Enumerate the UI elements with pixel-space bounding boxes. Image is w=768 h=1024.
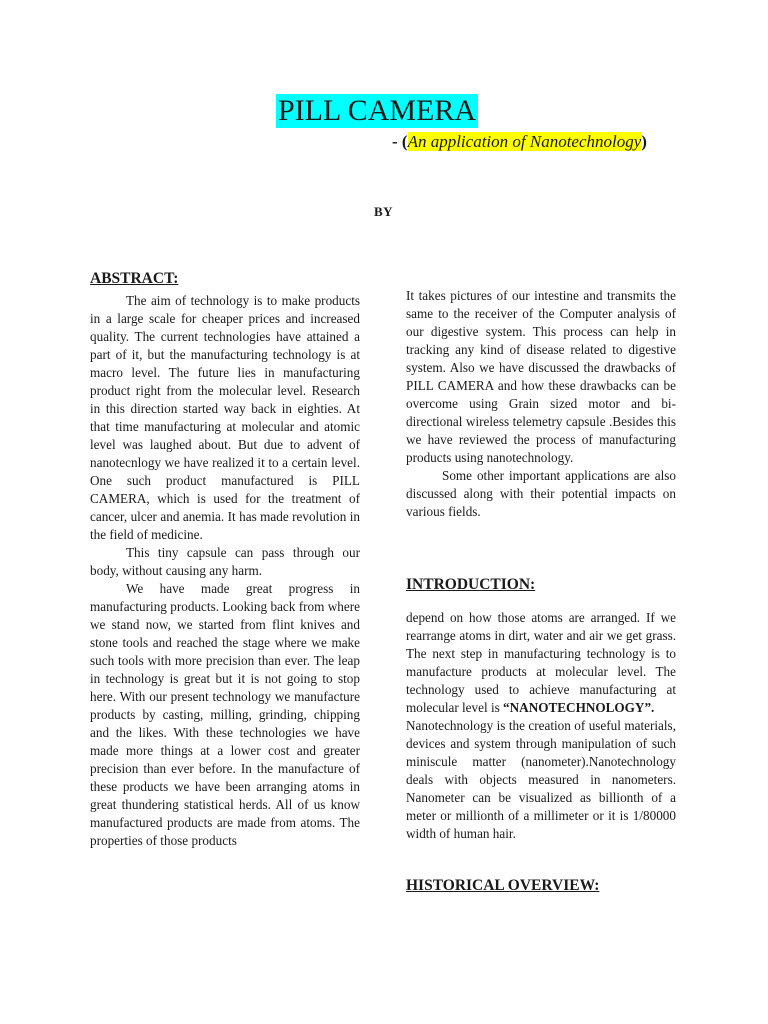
subtitle-highlight: An application of Nanotechnology [407, 132, 642, 151]
left-column [90, 292, 360, 850]
author-by-label: BY [374, 204, 394, 219]
introduction-text: depend on how those atoms are arranged. If we rearrange atoms in dirt, water and air we get grass. The next step in manufacturing technology is to manufacture products at molecular level. The technology used to achieve manufacturing at molecular level is [406, 610, 676, 715]
abstract-paragraph: This tiny capsule can pass through our body, without causing any harm. [90, 545, 360, 578]
subtitle-open: - ( [392, 132, 408, 151]
introduction-heading: INTRODUCTION: [406, 576, 536, 593]
introduction-paragraph-2: Nanotechnology is the creation of useful materials, devices and system through manipulation of such miniscule matter (nanometer).Nanotechnology deals with objects measured in nanometers. Nanometer can be visualized as billionth of a meter or millionth of a millimeter or it is 1/80000 width of human hair. [406, 718, 676, 841]
nanotechnology-keyword: “NANOTECHNOLOGY”. [503, 700, 655, 715]
abstract-heading: ABSTRACT: [90, 270, 179, 287]
abstract-paragraph: We have made great progress in manufacturing products. Looking back from where we stand now, we started from flint knives and stone tools and reached the stage where we make such tools with more precision than ever. The leap in technology is great but it is not going to stop here. With our present technology we manufacture products by casting, milling, grinding, chipping and the likes. With these technologies we have made more things at a lower cost and greater precision than ever before. In the manufacture of these products we have been arranging atoms in great thundering statistical herds. All of us know manufactured products are made from atoms. The properties of those products [90, 581, 360, 848]
document-title: PILL CAMERA [278, 94, 477, 127]
abstract-paragraph: The aim of technology is to make products in a large scale for cheaper prices and increased quality. The current technologies have attained a part of it, but the manufacturing technology is at macro level. The future lies in manufacturing product right from the molecular level. Research in this direction started way back in eighties. At that time manufacturing at molecular and atomic level was laughed about. But due to advent of nanotecnlogy we have realized it to a certain level. One such product manufactured is PILL CAMERA, which is used for the treatment of cancer, ulcer and anemia. It has made revolution in the field of medicine. [90, 293, 360, 542]
historical-overview-heading: HISTORICAL OVERVIEW: [406, 877, 600, 894]
abstract-paragraph: Some other important applications are also discussed along with their potential impacts on various fields. [406, 468, 676, 519]
subtitle-close: ) [641, 132, 647, 151]
abstract-paragraph: It takes pictures of our intestine and transmits the same to the receiver of the Computer analysis of our digestive system. This process can help in tracking any kind of disease related to digestive system. Also we have discussed the drawbacks of PILL CAMERA and how these drawbacks can be overcome using Grain sized motor and bi-directional wireless telemetry capsule .Besides this we have reviewed the process of manufacturing products using nanotechnology. [406, 288, 676, 465]
introduction-paragraph [406, 609, 676, 717]
document-subtitle [392, 131, 647, 153]
right-column-top [406, 287, 676, 521]
right-column-bottom [406, 609, 676, 843]
